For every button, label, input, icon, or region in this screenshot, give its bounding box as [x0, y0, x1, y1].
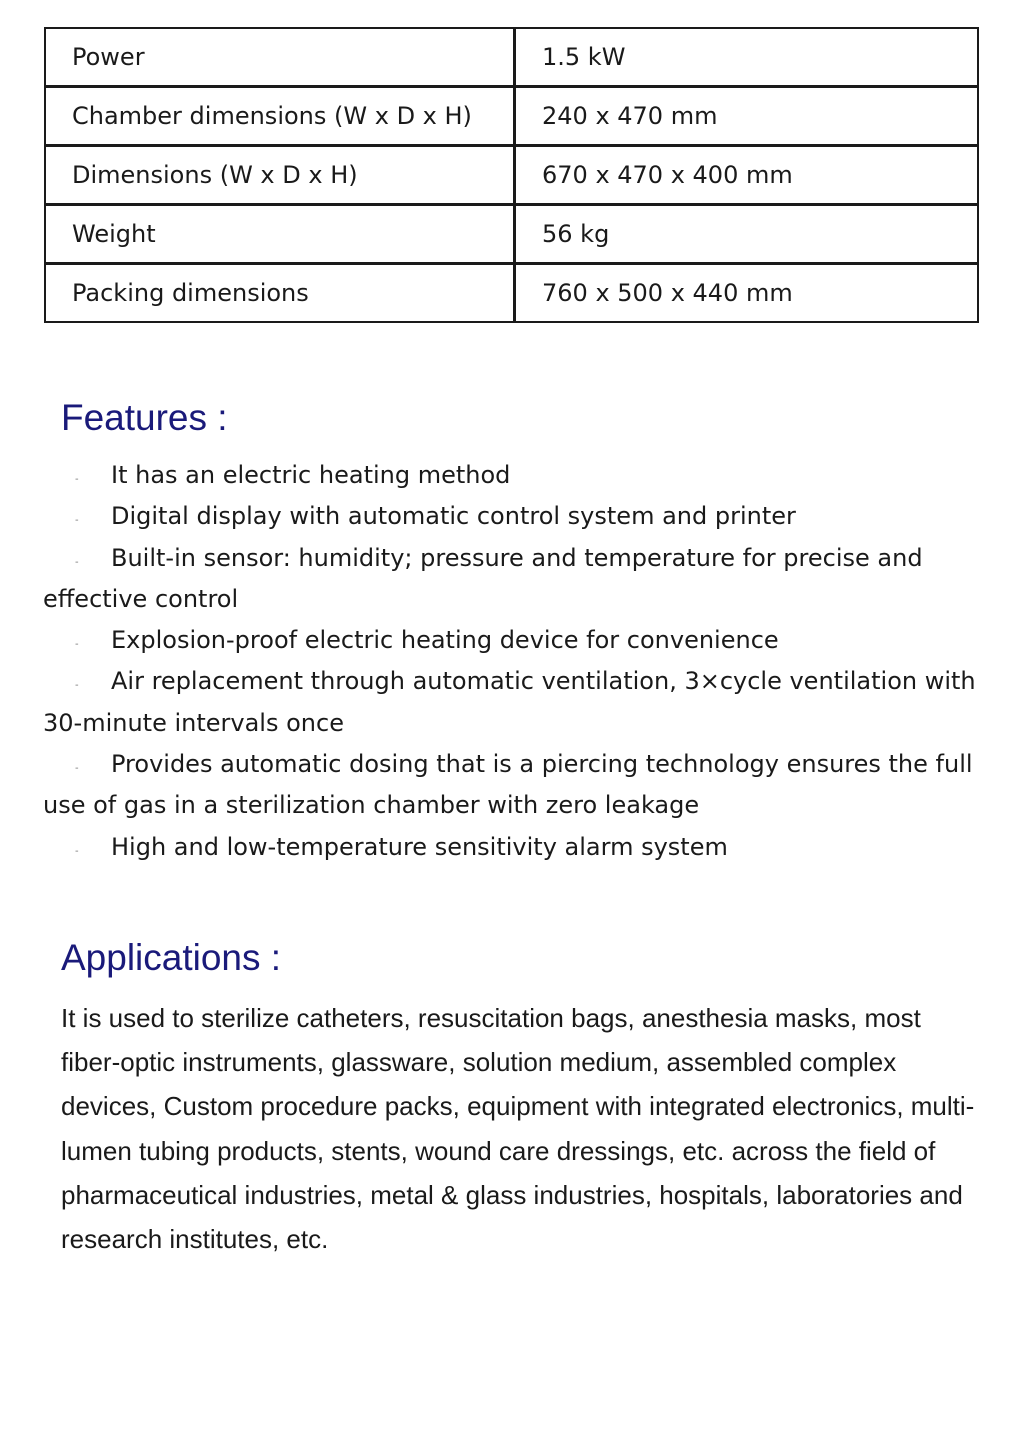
feature-text: Explosion-proof electric heating device for convenience: [111, 626, 779, 655]
spec-value: 670 x 470 x 400 mm: [515, 146, 979, 205]
features-heading: Features :: [61, 397, 228, 438]
spec-label: Chamber dimensions (W x D x H): [45, 87, 515, 146]
spec-value: 56 kg: [515, 205, 979, 264]
list-item: [43, 496, 988, 537]
spec-value: 1.5 kW: [515, 28, 979, 87]
applications-heading: Applications :: [61, 937, 282, 978]
dash-bullet-icon: -: [75, 763, 79, 775]
table-row: [45, 264, 978, 323]
features-list: [43, 455, 988, 868]
feature-text: Built-in sensor: humidity; pressure and temperature for precise and effective control: [43, 543, 923, 613]
list-item: [43, 744, 988, 827]
dash-bullet-icon: -: [75, 845, 79, 857]
table-row: [45, 146, 978, 205]
table-row: [45, 205, 978, 264]
dash-bullet-icon: -: [75, 515, 79, 527]
feature-text: Air replacement through automatic ventilation, 3×cycle ventilation with 30-minute intervals once: [43, 667, 976, 737]
spec-label: Dimensions (W x D x H): [45, 146, 515, 205]
dash-bullet-icon: -: [75, 556, 79, 568]
dash-bullet-icon: -: [75, 639, 79, 651]
applications-paragraph: It is used to sterilize catheters, resuscitation bags, anesthesia masks, most fiber-optic instruments, glassware, solution medium, assembled complex devices, Custom procedure packs, equipment with integrated electronics, multi-lumen tubing products, stents, wound care dressings, etc. across the field of pharmaceutical industries, metal & glass industries, hospitals, laboratories and research institutes, etc.: [61, 1003, 975, 1255]
spec-value: 240 x 470 mm: [515, 87, 979, 146]
list-item: [43, 455, 988, 496]
feature-text: Provides automatic dosing that is a piercing technology ensures the full use of gas in a sterilization chamber with zero leakage: [43, 750, 973, 820]
feature-text: Digital display with automatic control system and printer: [111, 502, 796, 531]
spec-label: Weight: [45, 205, 515, 264]
list-item: [43, 827, 988, 868]
spec-value: 760 x 500 x 440 mm: [515, 264, 979, 323]
table-row: [45, 28, 978, 87]
list-item: [43, 661, 988, 744]
list-item: [43, 620, 988, 661]
table-row: [45, 87, 978, 146]
spec-label: Power: [45, 28, 515, 87]
list-item: [43, 538, 988, 621]
feature-text: High and low-temperature sensitivity alarm system: [111, 832, 728, 861]
spec-label: Packing dimensions: [45, 264, 515, 323]
dash-bullet-icon: -: [75, 474, 79, 485]
spec-table: [44, 27, 979, 323]
dash-bullet-icon: -: [75, 680, 79, 692]
feature-text: It has an electric heating method: [111, 461, 511, 489]
